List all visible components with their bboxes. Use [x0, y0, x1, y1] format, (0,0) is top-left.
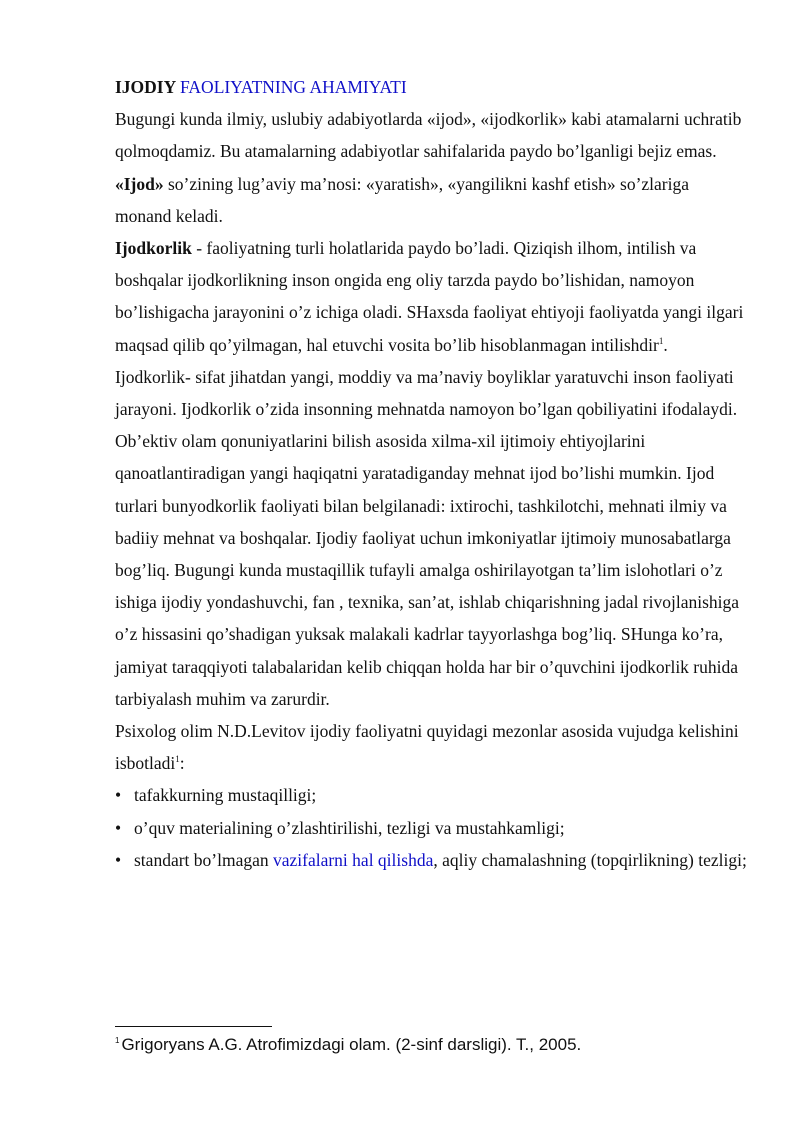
paragraph-ijodkorlik	[115, 232, 747, 361]
footnote-marker: 1	[115, 1036, 120, 1046]
list-item-text-after: , aqliy chamalashning (topqirlikning) tezligi;	[433, 849, 747, 870]
footnote-divider	[115, 1026, 272, 1027]
paragraph-definition	[115, 361, 747, 715]
paragraph-levitov	[115, 715, 747, 779]
title-part-1: IJODIY	[115, 77, 176, 97]
paragraph-ijod-text: so’zining lug’aviy ma’nosi: «yaratish», «yangilikni kashf etish» so’zlariga monand keladi.	[115, 173, 690, 226]
paragraph-ijodkorlik-text: - faoliyatning turli holatlarida paydo bo’ladi. Qiziqish ilhom, intilish va boshqalar ijodkorlikning inson ongida eng oliy tarzda paydo bo’lishidan, namoyon bo’lishigacha jarayonini o’z ichiga oladi. SHaxsda faoliyat ehtiyoji faoliyatda yangi ilgari maqsad qilib qo’yilmagan, hal etuvchi vosita bo’lib hisoblanmagan intilishdir	[115, 238, 744, 355]
paragraph-levitov-text: Psixolog olim N.D.Levitov ijodiy faoliyatni quyidagi mezonlar asosida vujudga kelishini isbotladi	[115, 721, 739, 774]
footnote-text: Grigoryans A.G. Atrofimizdagi olam. (2-sinf darsligi). T., 2005.	[121, 1035, 582, 1054]
list-item	[115, 779, 747, 811]
footnote-ref[interactable]: 1	[175, 754, 180, 765]
paragraph-definition-text: Ijodkorlik- sifat jihatdan yangi, moddiy va ma’naviy boyliklar yaratuvchi inson faoliyati jarayoni. Ijodkorlik o’zida insonning mehnatda namoyon bo’lgan qobiliyatini ifodalaydi. Ob’ektiv olam qonuniyatlarini bilish asosida xilma-xil ijtimoiy ehtiyojlarini qanoatlantiradigan yangi haqiqatni yaratadiganday mehnat ijod bo’lishi mumkin. Ijod turlari bunyodkorlik faoliyati bilan belgilanadi: ixtirochi, tashkilotchi, mehnati ilmiy va badiiy mehnat va boshqalar. Ijodiy faoliyat uchun imkoniyatlar ijtimoiy munosabatlarga bog’liq. Bugungi kunda mustaqillik tufayli amalga oshirilayotgan ta’lim islohotlari o’z ishiga ijodiy yondashuvchi, fan , texnika, san’at, ishlab chiqarishning jadal rivojlanishiga o’z hissasini qo’shadigan yuksak malakali kadrlar tayyorlashga bog’liq. SHunga ko’ra, jamiyat taraqqiyoti talabalaridan kelib chiqqan holda har bir o’quvchini ijodkorlik ruhida tarbiyalash muhim va zarurdir.	[115, 366, 740, 709]
paragraph-levitov-end: :	[179, 753, 185, 774]
term-ijodkorlik: Ijodkorlik	[115, 238, 192, 259]
document-body	[115, 71, 747, 876]
tasks-link[interactable]: vazifalarni hal qilishda	[272, 849, 434, 870]
paragraph-ijod	[115, 168, 747, 232]
paragraph-intro-text: Bugungi kunda ilmiy, uslubiy adabiyotlarda «ijod», «ijodkorlik» kabi atamalarni uchratib qolmoqdamiz. Bu atamalarning adabiyotlar sahifalarida paydo bo’lganligi bejiz emas.	[115, 109, 742, 162]
term-ijod: «Ijod»	[115, 173, 164, 194]
list-item	[115, 812, 747, 844]
title-part-2: FAOLIYATNING AHAMIYATI	[179, 77, 407, 97]
page-title	[115, 71, 747, 103]
list-item-text-before: standart bo’lmagan	[134, 849, 273, 870]
list-item-text: o’quv materialining o’zlashtirilishi, tezligi va mustahkamligi;	[134, 817, 565, 838]
paragraph-ijodkorlik-end: .	[663, 334, 668, 355]
list-item-text: tafakkurning mustaqilligi;	[134, 785, 317, 806]
list-item	[115, 844, 747, 876]
footnote-ref[interactable]: 1	[658, 335, 664, 346]
footnote	[115, 1032, 755, 1058]
paragraph-intro	[115, 103, 747, 167]
criteria-list	[115, 779, 747, 876]
